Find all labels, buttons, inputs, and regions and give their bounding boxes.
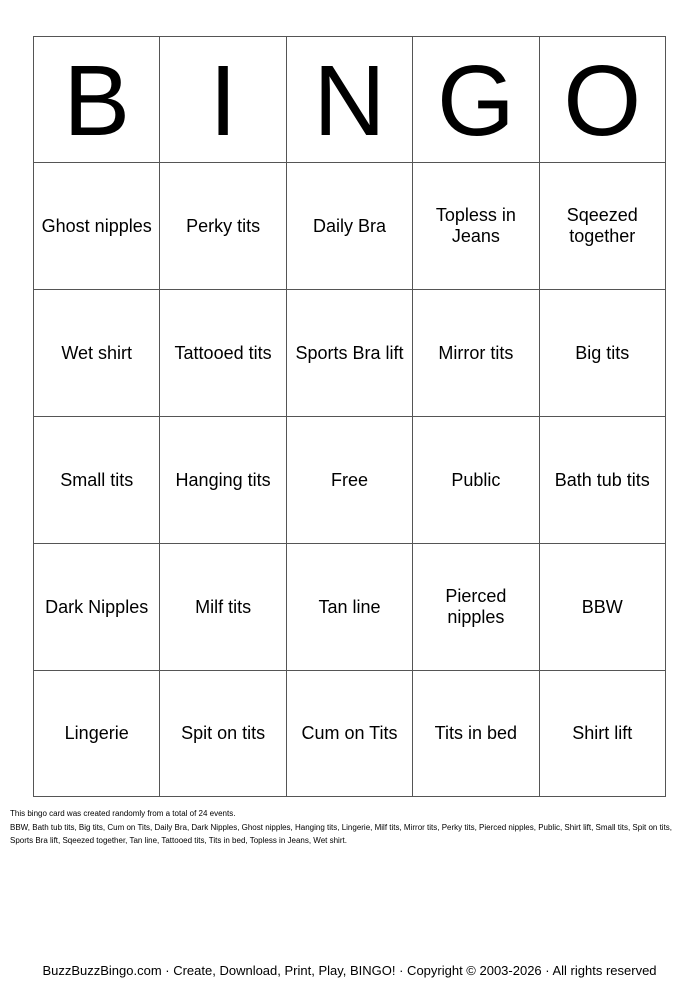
card-note [10,807,688,848]
bingo-cell: Milf tits [160,544,286,671]
bingo-cell: Big tits [539,290,665,417]
header-letter-text: N [313,44,386,157]
bingo-cell: Tits in bed [413,671,539,797]
bingo-cell: Lingerie [34,671,160,797]
bingo-cell: Bath tub tits [539,417,665,544]
bingo-cell: Shirt lift [539,671,665,797]
bingo-cell: Perky tits [160,163,286,290]
bingo-row [34,163,666,290]
bingo-cell: Daily Bra [286,163,412,290]
bingo-cell: Public [413,417,539,544]
note-event-list: BBW, Bath tub tits, Big tits, Cum on Tits, Daily Bra, Dark Nipples, Ghost nipples, Hanging tits, Lingerie, Milf tits, Mirror tits, Perky tits, Pierced nipples, Public, Shirt lift, Small tits, Spit on tits, Sports Bra lift, Sqeezed together, Tan line, Tattooed tits, Tits in bed, Topless in Jeans, Wet shirt. [10,822,673,845]
bingo-row [34,671,666,797]
bingo-header-letter [413,37,539,163]
bingo-row [34,290,666,417]
bingo-cell: Tattooed tits [160,290,286,417]
header-letter-text: I [209,44,237,157]
header-letter-text: O [563,44,642,157]
bingo-cell: Pierced nipples [413,544,539,671]
bingo-card [33,36,666,797]
bingo-cell: Topless in Jeans [413,163,539,290]
bingo-cell: Mirror tits [413,290,539,417]
bingo-cell: Sports Bra lift [286,290,412,417]
bingo-cell: Hanging tits [160,417,286,544]
bingo-cell: Ghost nipples [34,163,160,290]
bingo-cell: Small tits [34,417,160,544]
bingo-cell: Wet shirt [34,290,160,417]
bingo-header-letter [34,37,160,163]
bingo-row [34,544,666,671]
bingo-header-letter [539,37,665,163]
bingo-cell: Tan line [286,544,412,671]
header-letter-text: B [63,44,131,157]
header-letter-text: G [436,44,515,157]
bingo-cell: Spit on tits [160,671,286,797]
bingo-header-row [34,37,666,163]
bingo-header-letter [286,37,412,163]
bingo-row [34,417,666,544]
bingo-free-cell: Free [286,417,412,544]
bingo-header-letter [160,37,286,163]
bingo-cell: Cum on Tits [286,671,412,797]
bingo-cell: Dark Nipples [34,544,160,671]
note-summary: This bingo card was created randomly from a total of 24 events. [10,809,236,818]
page-footer: BuzzBuzzBingo.com · Create, Download, Print, Play, BINGO! · Copyright © 2003-2026 · All rights reserved [42,963,657,978]
bingo-cell: BBW [539,544,665,671]
bingo-cell: Sqeezed together [539,163,665,290]
